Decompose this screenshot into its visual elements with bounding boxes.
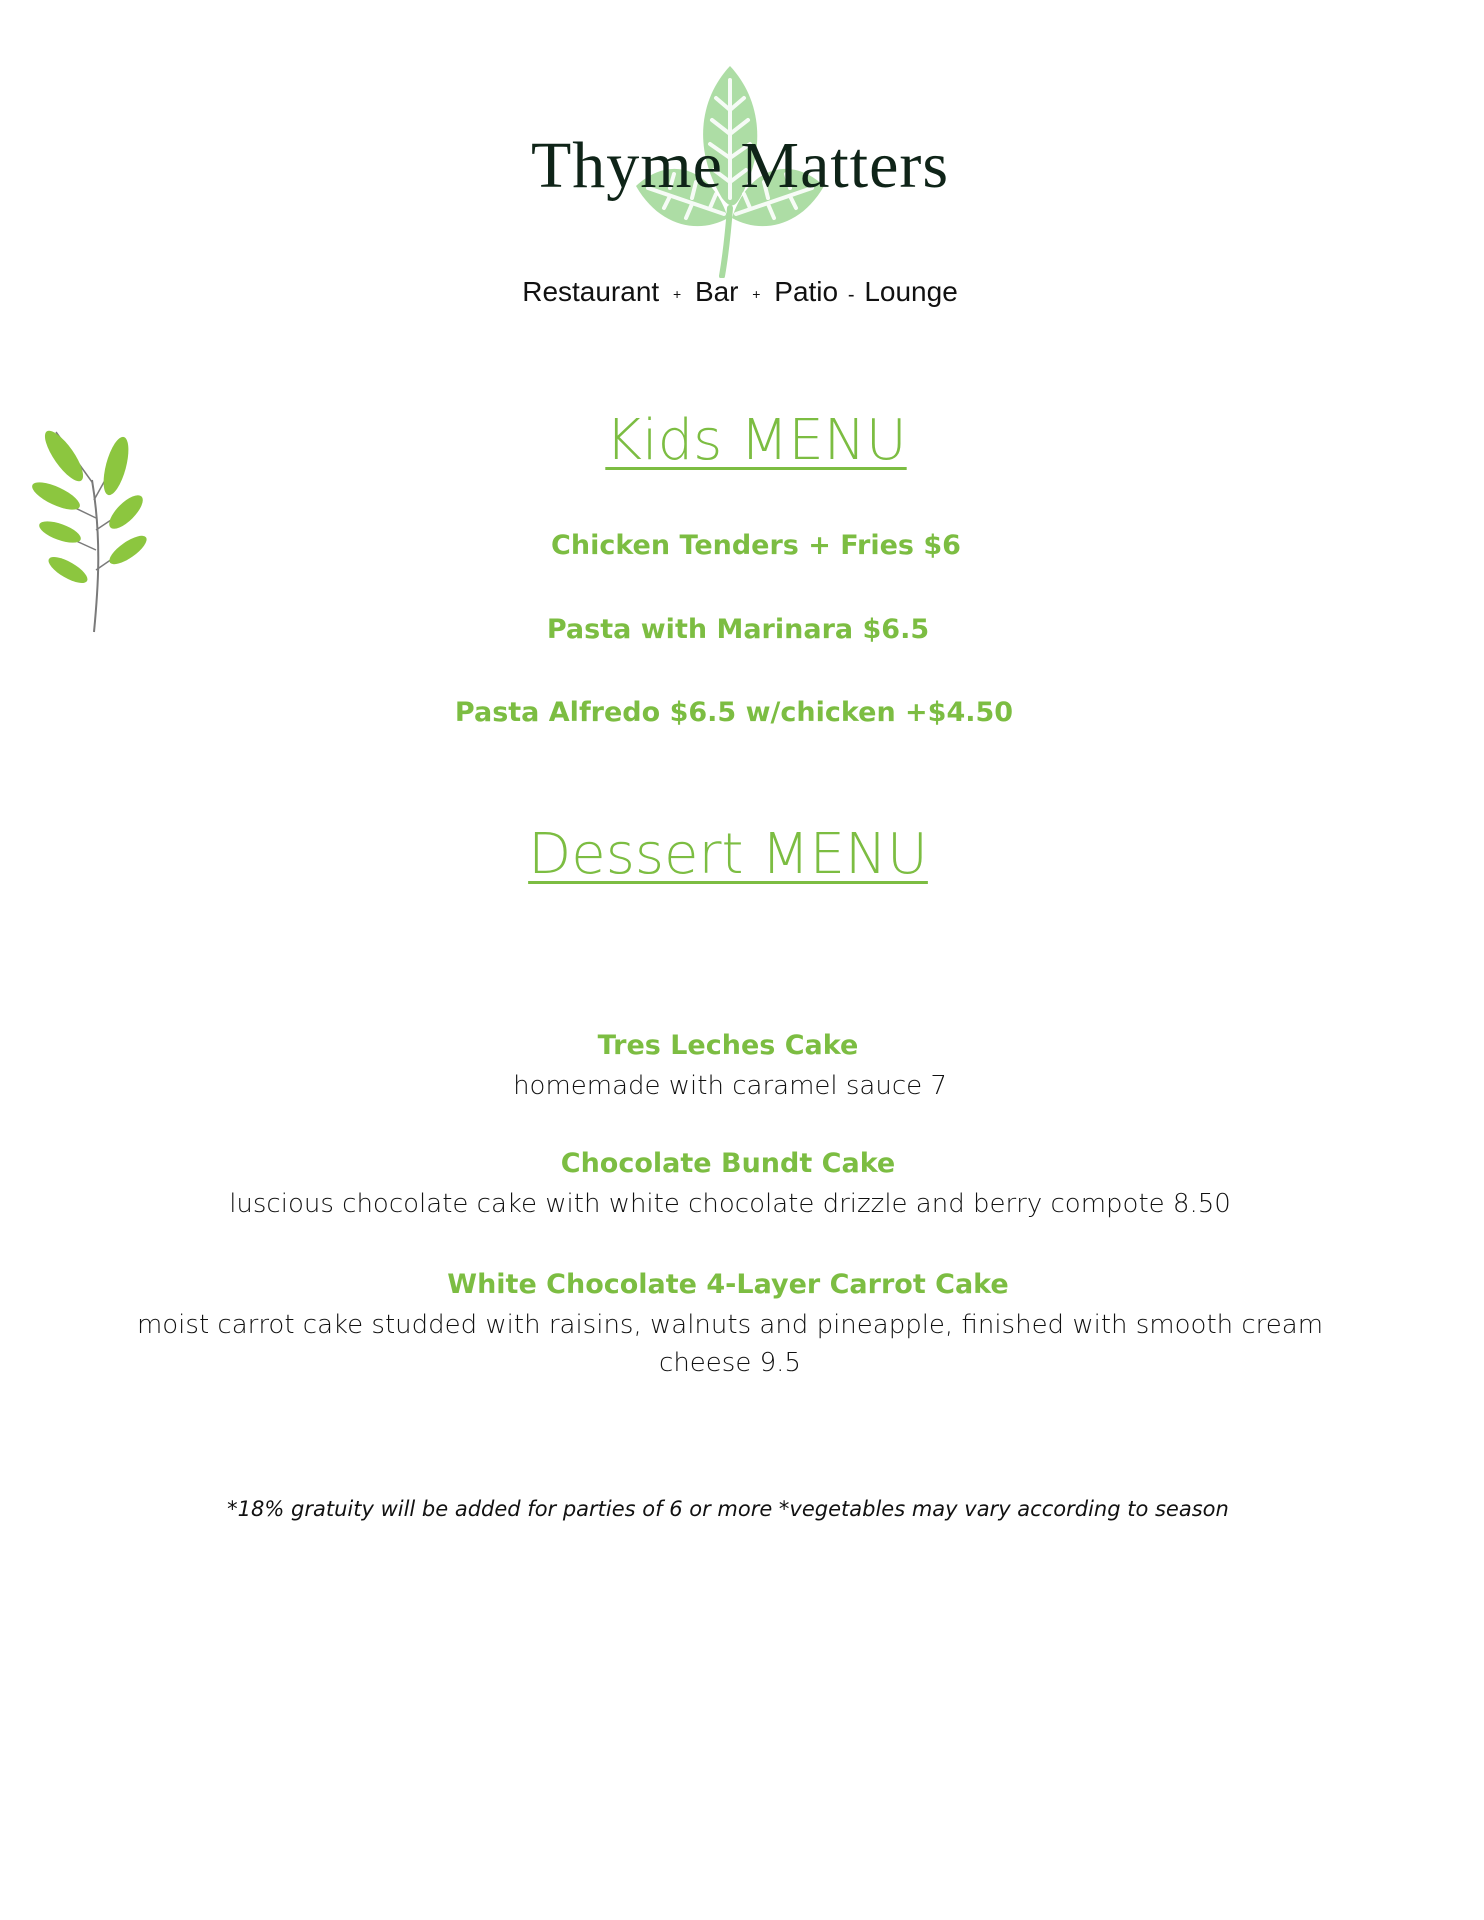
dessert-item-name: Chocolate Bundt Cake [560,1148,896,1179]
kids-menu-item: Pasta Alfredo $6.5 w/chicken +$4.50 [454,697,1014,728]
tagline-bar: Bar [694,276,739,307]
tagline-patio: Patio [774,276,839,307]
tagline-separator: + [672,285,682,302]
dessert-item-name: Tres Leches Cake [597,1030,859,1061]
logo [520,58,960,278]
footnote: *18% gratuity will be added for parties of 6 or more *vegetables may vary according to season [227,1497,1229,1521]
kids-menu-item: Pasta with Marinara $6.5 [546,614,930,645]
tagline-lounge: Lounge [864,276,958,307]
dessert-item-name: White Chocolate 4-Layer Carrot Cake [447,1269,1009,1300]
dessert-item-description: luscious chocolate cake with white chocolate drizzle and berry compote 8.50 [229,1189,1231,1219]
logo-title: Thyme Matters [530,129,950,202]
dessert-item-description: homemade with caramel sauce 7 [513,1071,947,1101]
tagline-separator: + [752,285,761,302]
dessert-menu-title: Dessert MENU [528,822,928,887]
kids-menu-title: Kids MENU [605,408,907,473]
kids-menu-item: Chicken Tenders + Fries $6 [551,530,961,561]
tagline-separator: - [847,284,855,306]
tagline-restaurant: Restaurant [522,276,660,307]
dessert-item-description: moist carrot cake studded with raisins, walnuts and pineapple, finished with smooth cream cheese 9.5 [136,1310,1324,1378]
tagline [420,276,1060,308]
